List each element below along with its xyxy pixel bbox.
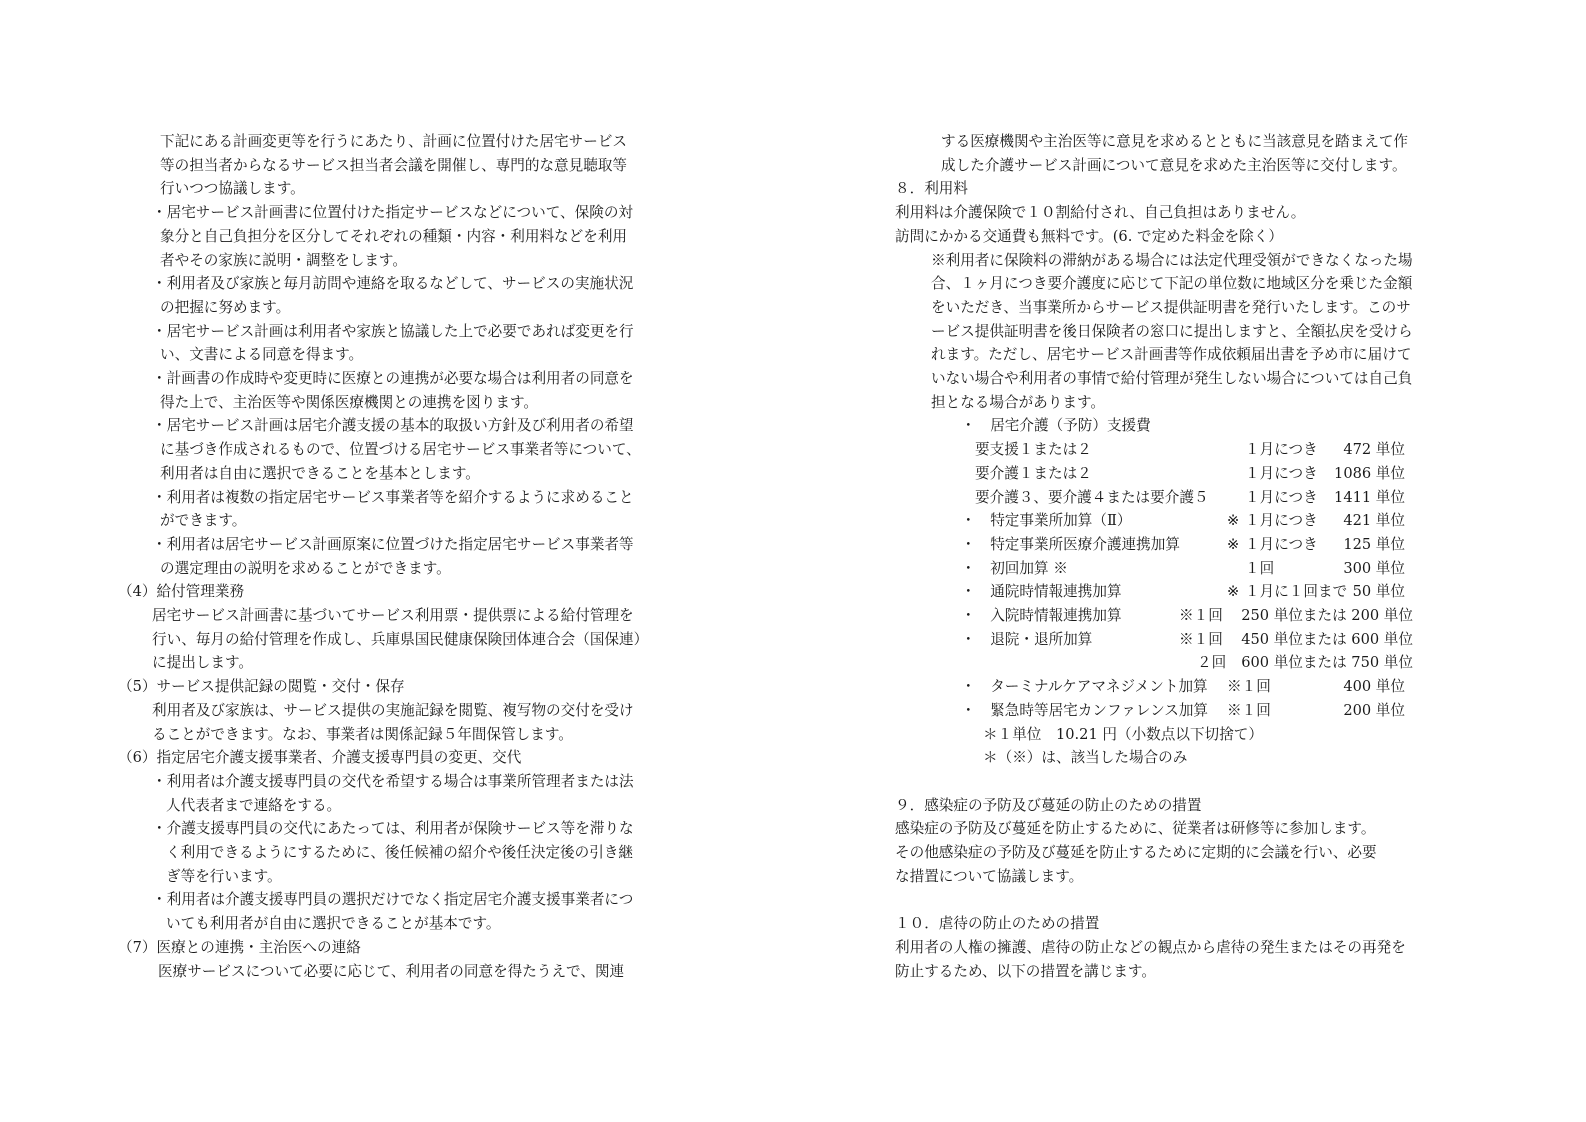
text-line: （5）サービス提供記録の閲覧・交付・保存 — [118, 678, 405, 696]
text-line: 合、１ヶ月につき要介護度に応じて下記の単位数に地域区分を乗じた金額 — [931, 275, 1413, 293]
fee-row — [793, 509, 1586, 533]
text-line: 居宅サービス計画書に基づいてサービス利用票・提供票による給付管理を — [152, 607, 634, 624]
text-line: い、文書による同意を得ます。 — [160, 346, 364, 364]
text-line: いても利用者が自由に選択できることが基本です。 — [166, 915, 501, 933]
text-line: をいただき、当事業所からサービス提供証明書を発行いたします。このサ — [931, 298, 1411, 316]
fee-amount: 400 単位 — [1343, 678, 1405, 696]
fee-label: ・ 特定事業所加算（Ⅱ） — [961, 512, 1132, 530]
fee-row — [793, 438, 1586, 462]
text-line: ・利用者は複数の指定居宅サービス事業者等を紹介するように求めること — [152, 488, 634, 506]
text-line: ぎ等を行います。 — [166, 867, 282, 885]
text-line: 象分と自己負担分を区分してそれぞれの種類・内容・利用料などを利用 — [160, 227, 628, 245]
text-line: ・居宅サービス計画は居宅介護支援の基本的取扱い方針及び利用者の希望 — [152, 417, 634, 435]
fee-mark: ※ — [1227, 535, 1240, 553]
fee-amount: 421 単位 — [1343, 512, 1405, 530]
fee-frequency: １月につき — [1245, 464, 1318, 482]
fee-label: ・ 入院時情報連携加算 — [961, 607, 1122, 624]
text-line: ることができます。なお、事業者は関係記録５年間保管します。 — [152, 725, 573, 743]
fee-label: ・ 通院時情報連携加算 — [961, 583, 1122, 601]
fee-amount: 200 単位 — [1343, 701, 1405, 719]
fee-frequency: １月につき — [1245, 488, 1318, 506]
text-line: ・利用者は介護支援専門員の選択だけでなく指定居宅介護支援事業者につ — [152, 891, 634, 909]
fee-frequency: ２回 — [1197, 654, 1227, 672]
text-line: ービス提供証明書を後日保険者の窓口に提出しますと、全額払戻を受けら — [931, 322, 1413, 340]
text-line: 等の担当者からなるサービス担当者会議を開催し、専門的な意見聴取等 — [160, 156, 628, 174]
text-line: ・利用者は介護支援専門員の交代を希望する場合は事業所管理者または法 — [152, 772, 634, 790]
text-line: の選定理由の説明を求めることができます。 — [160, 559, 451, 577]
note-line: ＊（※）は、該当した場合のみ — [983, 749, 1188, 767]
fee-frequency: ※１回 — [1179, 630, 1223, 648]
text-line: ができます。 — [160, 512, 247, 530]
text-line: 者やその家族に説明・調整をします。 — [160, 251, 407, 269]
text-line: ・利用者及び家族と毎月訪問や連絡を取るなどして、サービスの実施状況 — [152, 275, 634, 293]
fee-amount: 300 単位 — [1343, 559, 1405, 577]
text-line: に提出します。 — [152, 654, 253, 672]
fee-row — [793, 651, 1586, 675]
fee-label: ・ ターミナルケアマネジメント加算 — [961, 678, 1208, 696]
text-line: ・居宅サービス計画書に位置付けた指定サービスなどについて、保険の対 — [152, 204, 634, 222]
right-page — [793, 0, 1586, 1122]
fee-row — [793, 628, 1586, 652]
text-line: ・利用者は居宅サービス計画原案に位置づけた指定居宅サービス事業者等 — [152, 535, 634, 553]
section-title: １０．虐待の防止のための措置 — [895, 915, 1100, 933]
text-line: いない場合や利用者の事情で給付管理が発生しない場合については自己負 — [931, 370, 1413, 387]
fee-label: ・ 緊急時等居宅カンファレンス加算 — [961, 701, 1209, 719]
text-line: 防止するため、以下の措置を講じます。 — [895, 962, 1156, 980]
fee-amount: 472 単位 — [1343, 441, 1405, 459]
text-line: 医療サービスについて必要に応じて、利用者の同意を得たうえで、関連 — [158, 962, 625, 980]
fee-amount: 50 単位 — [1352, 583, 1405, 601]
fee-label: 要支援１または２ — [975, 441, 1092, 459]
fee-amount: 450 単位または 600 単位 — [1241, 630, 1413, 648]
text-line: ・居宅サービス計画は利用者や家族と協議した上で必要であれば変更を行 — [152, 322, 634, 340]
text-line: に基づき作成されるもので、位置づける居宅サービス事業者等について、 — [160, 441, 641, 459]
fee-label: ・ 初回加算 ※ — [961, 559, 1068, 577]
fee-frequency: １月につき — [1245, 535, 1318, 553]
text-line: 行いつつ協議します。 — [160, 180, 305, 198]
text-line: する医療機関や主治医等に意見を求めるとともに当該意見を踏まえて作 — [941, 133, 1409, 150]
text-line: 訪問にかかる交通費も無料です。(6. で定めた料金を除く） — [895, 227, 1283, 245]
text-line: 行い、毎月の給付管理を作成し、兵庫県国民健康保険団体連合会（国保連） — [152, 630, 649, 648]
text-line: 下記にある計画変更等を行うにあたり、計画に位置付けた居宅サービス — [160, 133, 628, 150]
fee-amount: 1411 単位 — [1334, 488, 1405, 506]
text-line: な措置について協議します。 — [895, 867, 1084, 885]
fee-row — [793, 486, 1586, 510]
text-line: （7）医療との連携・主治医への連絡 — [118, 938, 361, 956]
text-line: 利用料は介護保険で１０割給付され、自己負担はありません。 — [895, 204, 1306, 222]
fee-frequency: １月につき — [1245, 441, 1318, 459]
fee-row — [793, 462, 1586, 486]
text-line: 利用者及び家族は、サービス提供の実施記録を閲覧、複写物の交付を受け — [152, 701, 634, 719]
fee-mark: ※ — [1227, 512, 1240, 530]
fee-header: ・ 居宅介護（予防）支援費 — [961, 417, 1151, 435]
text-line: その他感染症の予防及び蔓延を防止するために定期的に会議を行い、必要 — [895, 844, 1377, 861]
section-title: ８．利用料 — [895, 180, 968, 198]
fee-label: ・ 退院・退所加算 — [961, 630, 1093, 648]
fee-frequency: ※１回 — [1179, 607, 1223, 624]
fee-label: ・ 特定事業所医療介護連携加算 — [961, 535, 1180, 553]
text-line: 利用者は自由に選択できることを基本とします。 — [160, 464, 480, 482]
text-line: の把握に努めます。 — [160, 298, 291, 316]
fee-label: 要介護１または２ — [975, 464, 1092, 482]
text-line: （4）給付管理業務 — [118, 583, 245, 601]
fee-frequency: ※１回 — [1227, 678, 1271, 696]
fee-row — [793, 675, 1586, 699]
fee-amount: 125 単位 — [1343, 535, 1405, 553]
text-line: ・介護支援専門員の交代にあたっては、利用者が保険サービス等を滞りな — [152, 820, 634, 838]
fee-row — [793, 699, 1586, 723]
fee-row — [793, 604, 1586, 628]
text-line: ・計画書の作成時や変更時に医療との連携が必要な場合は利用者の同意を — [152, 370, 634, 387]
text-line: 感染症の予防及び蔓延を防止するために、従業者は研修等に参加します。 — [895, 820, 1376, 838]
text-line: く利用できるようにするために、後任候補の紹介や後任決定後の引き継 — [166, 844, 634, 861]
section-title: ９．感染症の予防及び蔓延の防止のための措置 — [895, 796, 1202, 814]
fee-amount: 250 単位または 200 単位 — [1241, 607, 1413, 624]
fee-label: 要介護３、要介護４または要介護５ — [975, 488, 1209, 506]
fee-frequency: １回 — [1245, 559, 1275, 577]
fee-frequency: ※１回 — [1227, 701, 1271, 719]
text-line: （6）指定居宅介護支援事業者、介護支援専門員の変更、交代 — [118, 749, 522, 767]
fee-row — [793, 533, 1586, 557]
fee-row — [793, 557, 1586, 581]
fee-amount: 1086 単位 — [1334, 464, 1405, 482]
text-line: ※利用者に保険料の滞納がある場合には法定代理受領ができなくなった場 — [931, 251, 1413, 269]
text-line: 得た上で、主治医等や関係医療機関との連携を図ります。 — [160, 393, 538, 411]
text-line: 成した介護サービス計画について意見を求めた主治医等に交付します。 — [941, 156, 1407, 174]
text-line: れます。ただし、居宅サービス計画書等作成依頼届出書を予め市に届けて — [931, 346, 1412, 364]
fee-frequency: １月につき — [1245, 512, 1318, 530]
fee-mark: ※ — [1227, 583, 1240, 601]
note-line: ＊１単位 10.21 円（小数点以下切捨て） — [983, 725, 1263, 743]
fee-amount: 600 単位または 750 単位 — [1241, 654, 1413, 672]
text-line: 人代表者まで連絡をする。 — [166, 796, 342, 814]
fee-row — [793, 580, 1586, 604]
text-line: 担となる場合があります。 — [931, 393, 1105, 411]
fee-frequency: １月に１回まで — [1245, 583, 1348, 601]
text-line: 利用者の人権の擁護、虐待の防止などの観点から虐待の発生またはその再発を — [895, 938, 1406, 956]
